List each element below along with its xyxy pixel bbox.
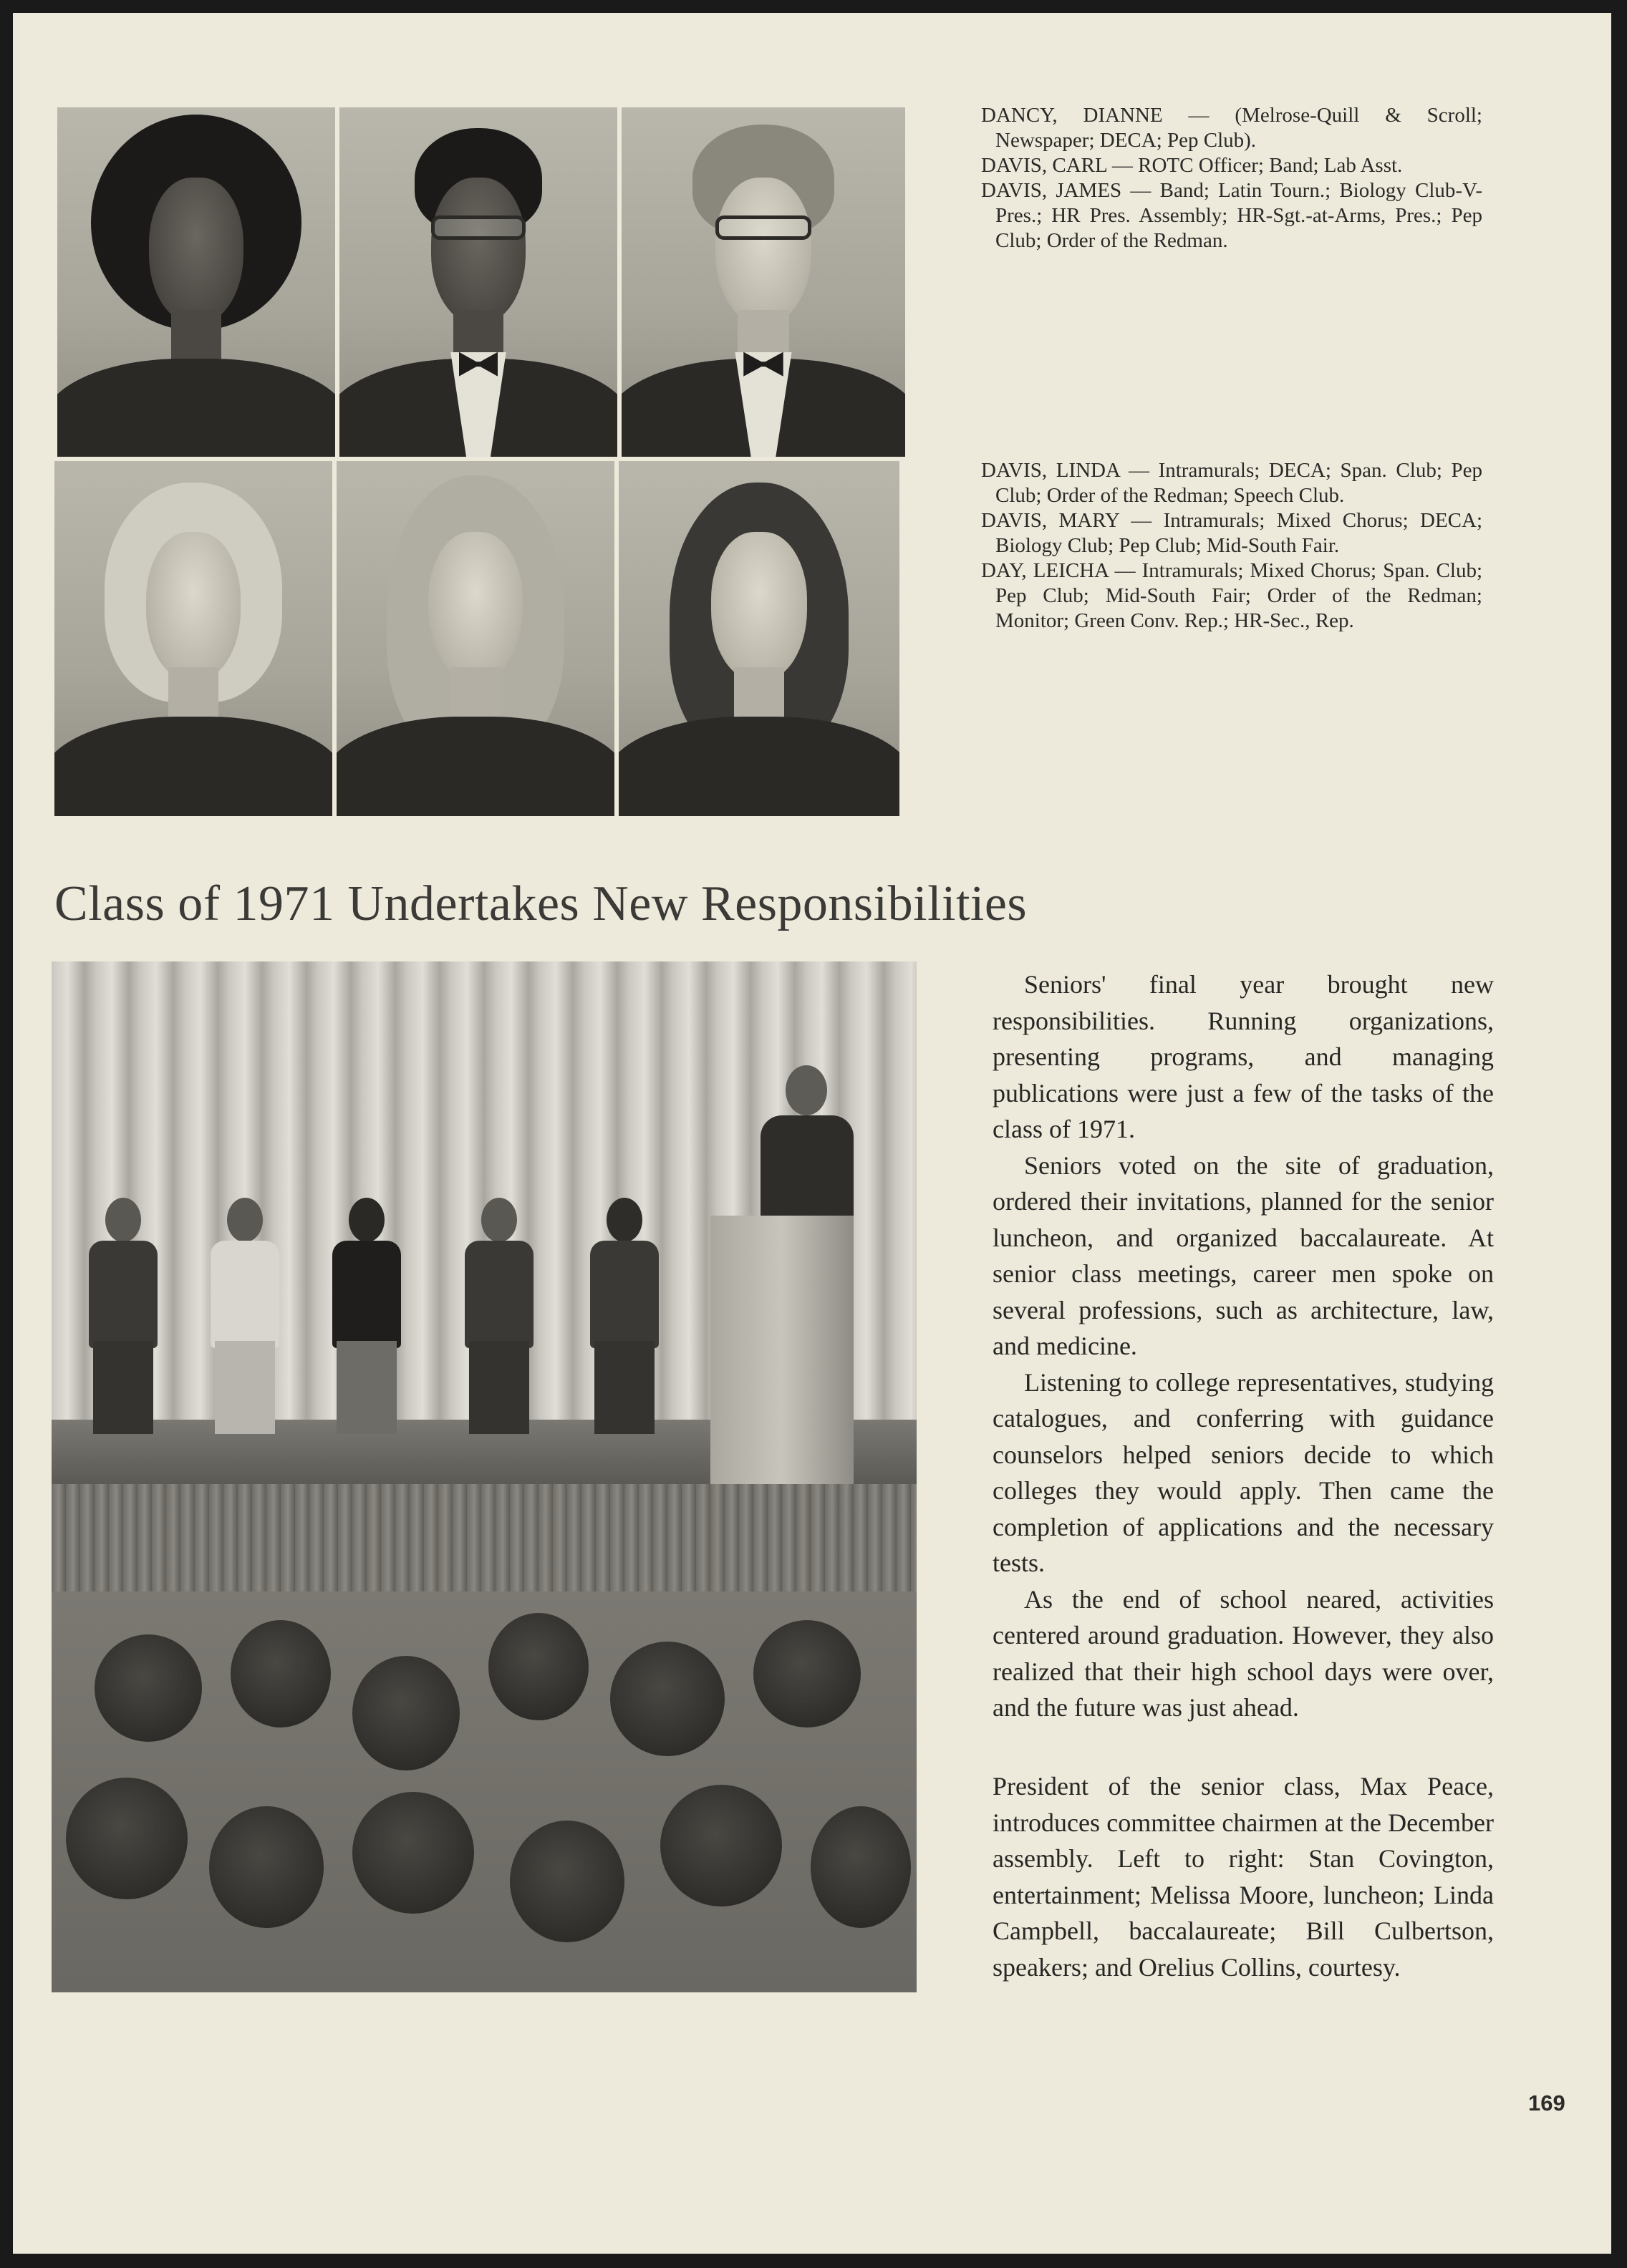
article-paragraph-3: Listening to college representatives, studying catalogues, and conferring with guidance counselors helped seniors decide to which colleges they would apply. Then came the completion of applications and the necessary tests. bbox=[993, 1367, 1494, 1577]
yearbook-page bbox=[13, 13, 1611, 2254]
photo-caption bbox=[993, 1768, 1494, 1985]
page-number: 169 bbox=[1528, 2090, 1565, 2116]
caption-linda-davis: DAVIS, LINDA — Intramurals; DECA; Span. Club; Pep Club; Order of the Redman; Speech Club. bbox=[981, 459, 1482, 507]
caption-leicha-day: DAY, LEICHA — Intramurals; Mixed Chorus; Span. Club; Pep Club; Mid-South Fair; Order of the Redman; Monitor; Green Conv. Rep.; HR-Sec., Rep. bbox=[981, 559, 1482, 632]
portrait-mary-davis bbox=[337, 461, 614, 816]
assembly-photo bbox=[52, 961, 917, 1992]
photo-caption-text: President of the senior class, Max Peace, introduces committee chairmen at the December assembly. Left to right: Stan Covington, entertainment; Melissa Moore, luncheon; Linda Campbell, baccalaureate; Bill Culbertson, speakers; and Orelius Collins, courtesy. bbox=[993, 1772, 1494, 1982]
captions-bottom bbox=[981, 458, 1482, 634]
caption-carl-davis: DAVIS, CARL — ROTC Officer; Band; Lab Asst. bbox=[981, 154, 1403, 177]
portrait-leicha-day bbox=[619, 461, 899, 816]
caption-dianne-dancy: DANCY, DIANNE — (Melrose-Quill & Scroll; Newspaper; DECA; Pep Club). bbox=[981, 104, 1482, 152]
portrait-linda-davis bbox=[54, 461, 332, 816]
article-paragraph-4: As the end of school neared, activities centered around graduation. However, they also realized that their high school days were over, and the future was just ahead. bbox=[993, 1584, 1494, 1722]
caption-mary-davis: DAVIS, MARY — Intramurals; Mixed Chorus; DECA; Biology Club; Pep Club; Mid-South Fair. bbox=[981, 509, 1482, 557]
article-paragraph-2: Seniors voted on the site of graduation, ordered their invitations, planned for the senior luncheon, and organized baccalaureate. At senior class meetings, career men spoke on several professions, such as architecture, law, and medicine. bbox=[993, 1150, 1494, 1360]
portrait-dianne-dancy bbox=[57, 107, 335, 457]
portrait-james-davis bbox=[622, 107, 905, 457]
caption-james-davis: DAVIS, JAMES — Band; Latin Tourn.; Biology Club-V-Pres.; HR Pres. Assembly; HR-Sgt.-at-Arms, Pres.; Pep Club; Order of the Redman. bbox=[981, 179, 1482, 252]
page-headline: Class of 1971 Undertakes New Responsibilities bbox=[54, 876, 1028, 931]
captions-top bbox=[981, 103, 1482, 253]
article-paragraph-1: Seniors' final year brought new responsibilities. Running organizations, presenting programs, and managing publications were just a few of the tasks of the class of 1971. bbox=[993, 970, 1494, 1143]
portrait-carl-davis bbox=[339, 107, 617, 457]
article-body bbox=[993, 966, 1494, 1726]
